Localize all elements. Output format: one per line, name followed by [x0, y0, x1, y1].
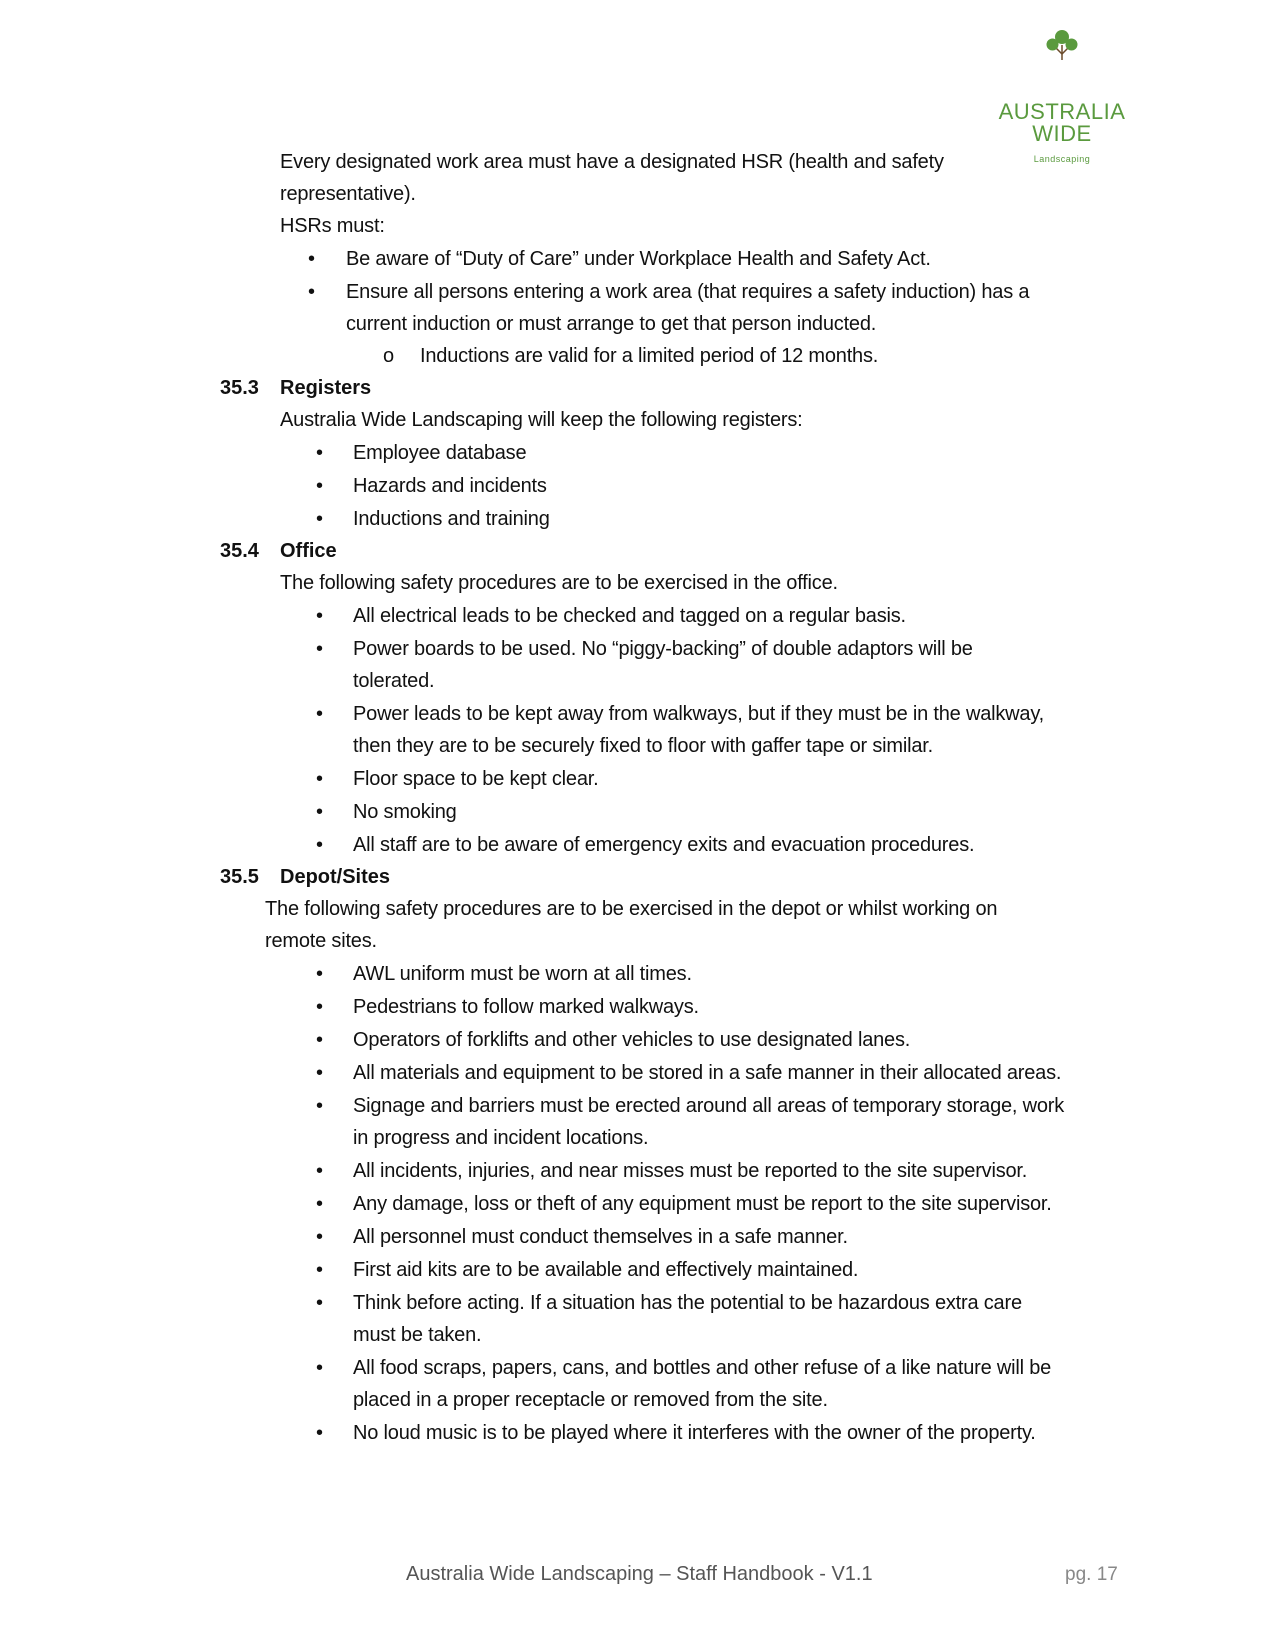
depot-item-cont: placed in a proper receptacle or removed from the site. — [353, 1389, 828, 1411]
bullet-glyph: • — [308, 248, 316, 270]
depot-item: First aid kits are to be available and effectively maintained. — [353, 1259, 859, 1281]
bullet-glyph: • — [316, 996, 324, 1018]
bullet-glyph: • — [316, 475, 324, 497]
section-number: 35.5 — [220, 866, 259, 888]
depot-item: All incidents, injuries, and near misses must be reported to the site supervisor. — [353, 1160, 1028, 1182]
depot-intro-line-1: The following safety procedures are to be exercised in the depot or whilst working on — [265, 898, 998, 920]
section-number: 35.4 — [220, 540, 259, 562]
depot-item: Think before acting. If a situation has the potential to be hazardous extra care — [353, 1292, 1022, 1314]
depot-item: Pedestrians to follow marked walkways. — [353, 996, 699, 1018]
bullet-glyph: • — [316, 801, 324, 823]
bullet-glyph: • — [316, 442, 324, 464]
induction-validity: Inductions are valid for a limited period of 12 months. — [420, 345, 879, 367]
bullet-glyph: • — [316, 1357, 324, 1379]
office-item-cont: tolerated. — [353, 670, 435, 692]
bullet-glyph: • — [316, 703, 324, 725]
intro-line-1: Every designated work area must have a designated HSR (health and safety — [280, 151, 944, 173]
page-number: pg. 17 — [1065, 1564, 1118, 1585]
depot-item: Any damage, loss or theft of any equipment must be report to the site supervisor. — [353, 1193, 1052, 1215]
register-item: Inductions and training — [353, 508, 550, 530]
office-intro: The following safety procedures are to be exercised in the office. — [280, 572, 838, 594]
hsr-item-2-line-1: Ensure all persons entering a work area (that requires a safety induction) has a — [346, 281, 1030, 303]
bullet-glyph: • — [308, 281, 316, 303]
bullet-glyph: • — [316, 963, 324, 985]
section-heading-office: Office — [280, 540, 337, 562]
section-heading-depot-sites: Depot/Sites — [280, 866, 391, 888]
depot-item: No loud music is to be played where it interferes with the owner of the property. — [353, 1422, 1036, 1444]
hsr-item-1: Be aware of “Duty of Care” under Workplace Health and Safety Act. — [346, 248, 931, 270]
office-item: All staff are to be aware of emergency exits and evacuation procedures. — [353, 834, 975, 856]
depot-item: All materials and equipment to be stored in a safe manner in their allocated areas. — [353, 1062, 1062, 1084]
depot-item-cont: in progress and incident locations. — [353, 1127, 649, 1149]
office-item: Power boards to be used. No “piggy-backing” of double adaptors will be — [353, 638, 973, 660]
depot-item: Operators of forklifts and other vehicles to use designated lanes. — [353, 1029, 911, 1051]
register-item: Hazards and incidents — [353, 475, 547, 497]
hsrs-must-label: HSRs must: — [280, 215, 385, 237]
bullet-glyph: • — [316, 834, 324, 856]
logo-text-wide: WIDE — [1032, 121, 1092, 146]
register-item: Employee database — [353, 442, 527, 464]
bullet-glyph: • — [316, 1160, 324, 1182]
bullet-glyph: • — [316, 1226, 324, 1248]
office-item: Floor space to be kept clear. — [353, 768, 599, 790]
office-item: Power leads to be kept away from walkways, but if they must be in the walkway, — [353, 703, 1045, 725]
logo-text-australia: AUSTRALIA — [998, 99, 1126, 124]
sub-bullet-marker: o — [383, 345, 395, 367]
intro-line-2: representative). — [280, 183, 416, 205]
bullet-glyph: • — [316, 1292, 324, 1314]
registers-intro: Australia Wide Landscaping will keep the following registers: — [280, 409, 803, 431]
depot-item: All food scraps, papers, cans, and bottles and other refuse of a like nature will be — [353, 1357, 1052, 1379]
office-item: No smoking — [353, 801, 457, 823]
office-item: All electrical leads to be checked and tagged on a regular basis. — [353, 605, 906, 627]
bullet-glyph: • — [316, 1259, 324, 1281]
bullet-glyph: • — [316, 1029, 324, 1051]
footer-title: Australia Wide Landscaping – Staff Handbook - V1.1 — [406, 1563, 873, 1585]
tree-logo-icon — [992, 28, 1132, 98]
bullet-glyph: • — [316, 768, 324, 790]
depot-intro-line-2: remote sites. — [265, 930, 377, 952]
logo-text-landscaping: Landscaping — [1033, 154, 1091, 164]
depot-item: Signage and barriers must be erected around all areas of temporary storage, work — [353, 1095, 1065, 1117]
bullet-glyph: • — [316, 1062, 324, 1084]
depot-item: All personnel must conduct themselves in a safe manner. — [353, 1226, 848, 1248]
depot-item-cont: must be taken. — [353, 1324, 482, 1346]
bullet-glyph: • — [316, 1095, 324, 1117]
depot-item: AWL uniform must be worn at all times. — [353, 963, 692, 985]
section-number: 35.3 — [220, 377, 259, 399]
bullet-glyph: • — [316, 638, 324, 660]
bullet-glyph: • — [316, 605, 324, 627]
bullet-glyph: • — [316, 508, 324, 530]
section-heading-registers: Registers — [280, 377, 372, 399]
bullet-glyph: • — [316, 1422, 324, 1444]
office-item-cont: then they are to be securely fixed to floor with gaffer tape or similar. — [353, 735, 933, 757]
hsr-item-2-line-2: current induction or must arrange to get that person inducted. — [346, 313, 877, 335]
bullet-glyph: • — [316, 1193, 324, 1215]
